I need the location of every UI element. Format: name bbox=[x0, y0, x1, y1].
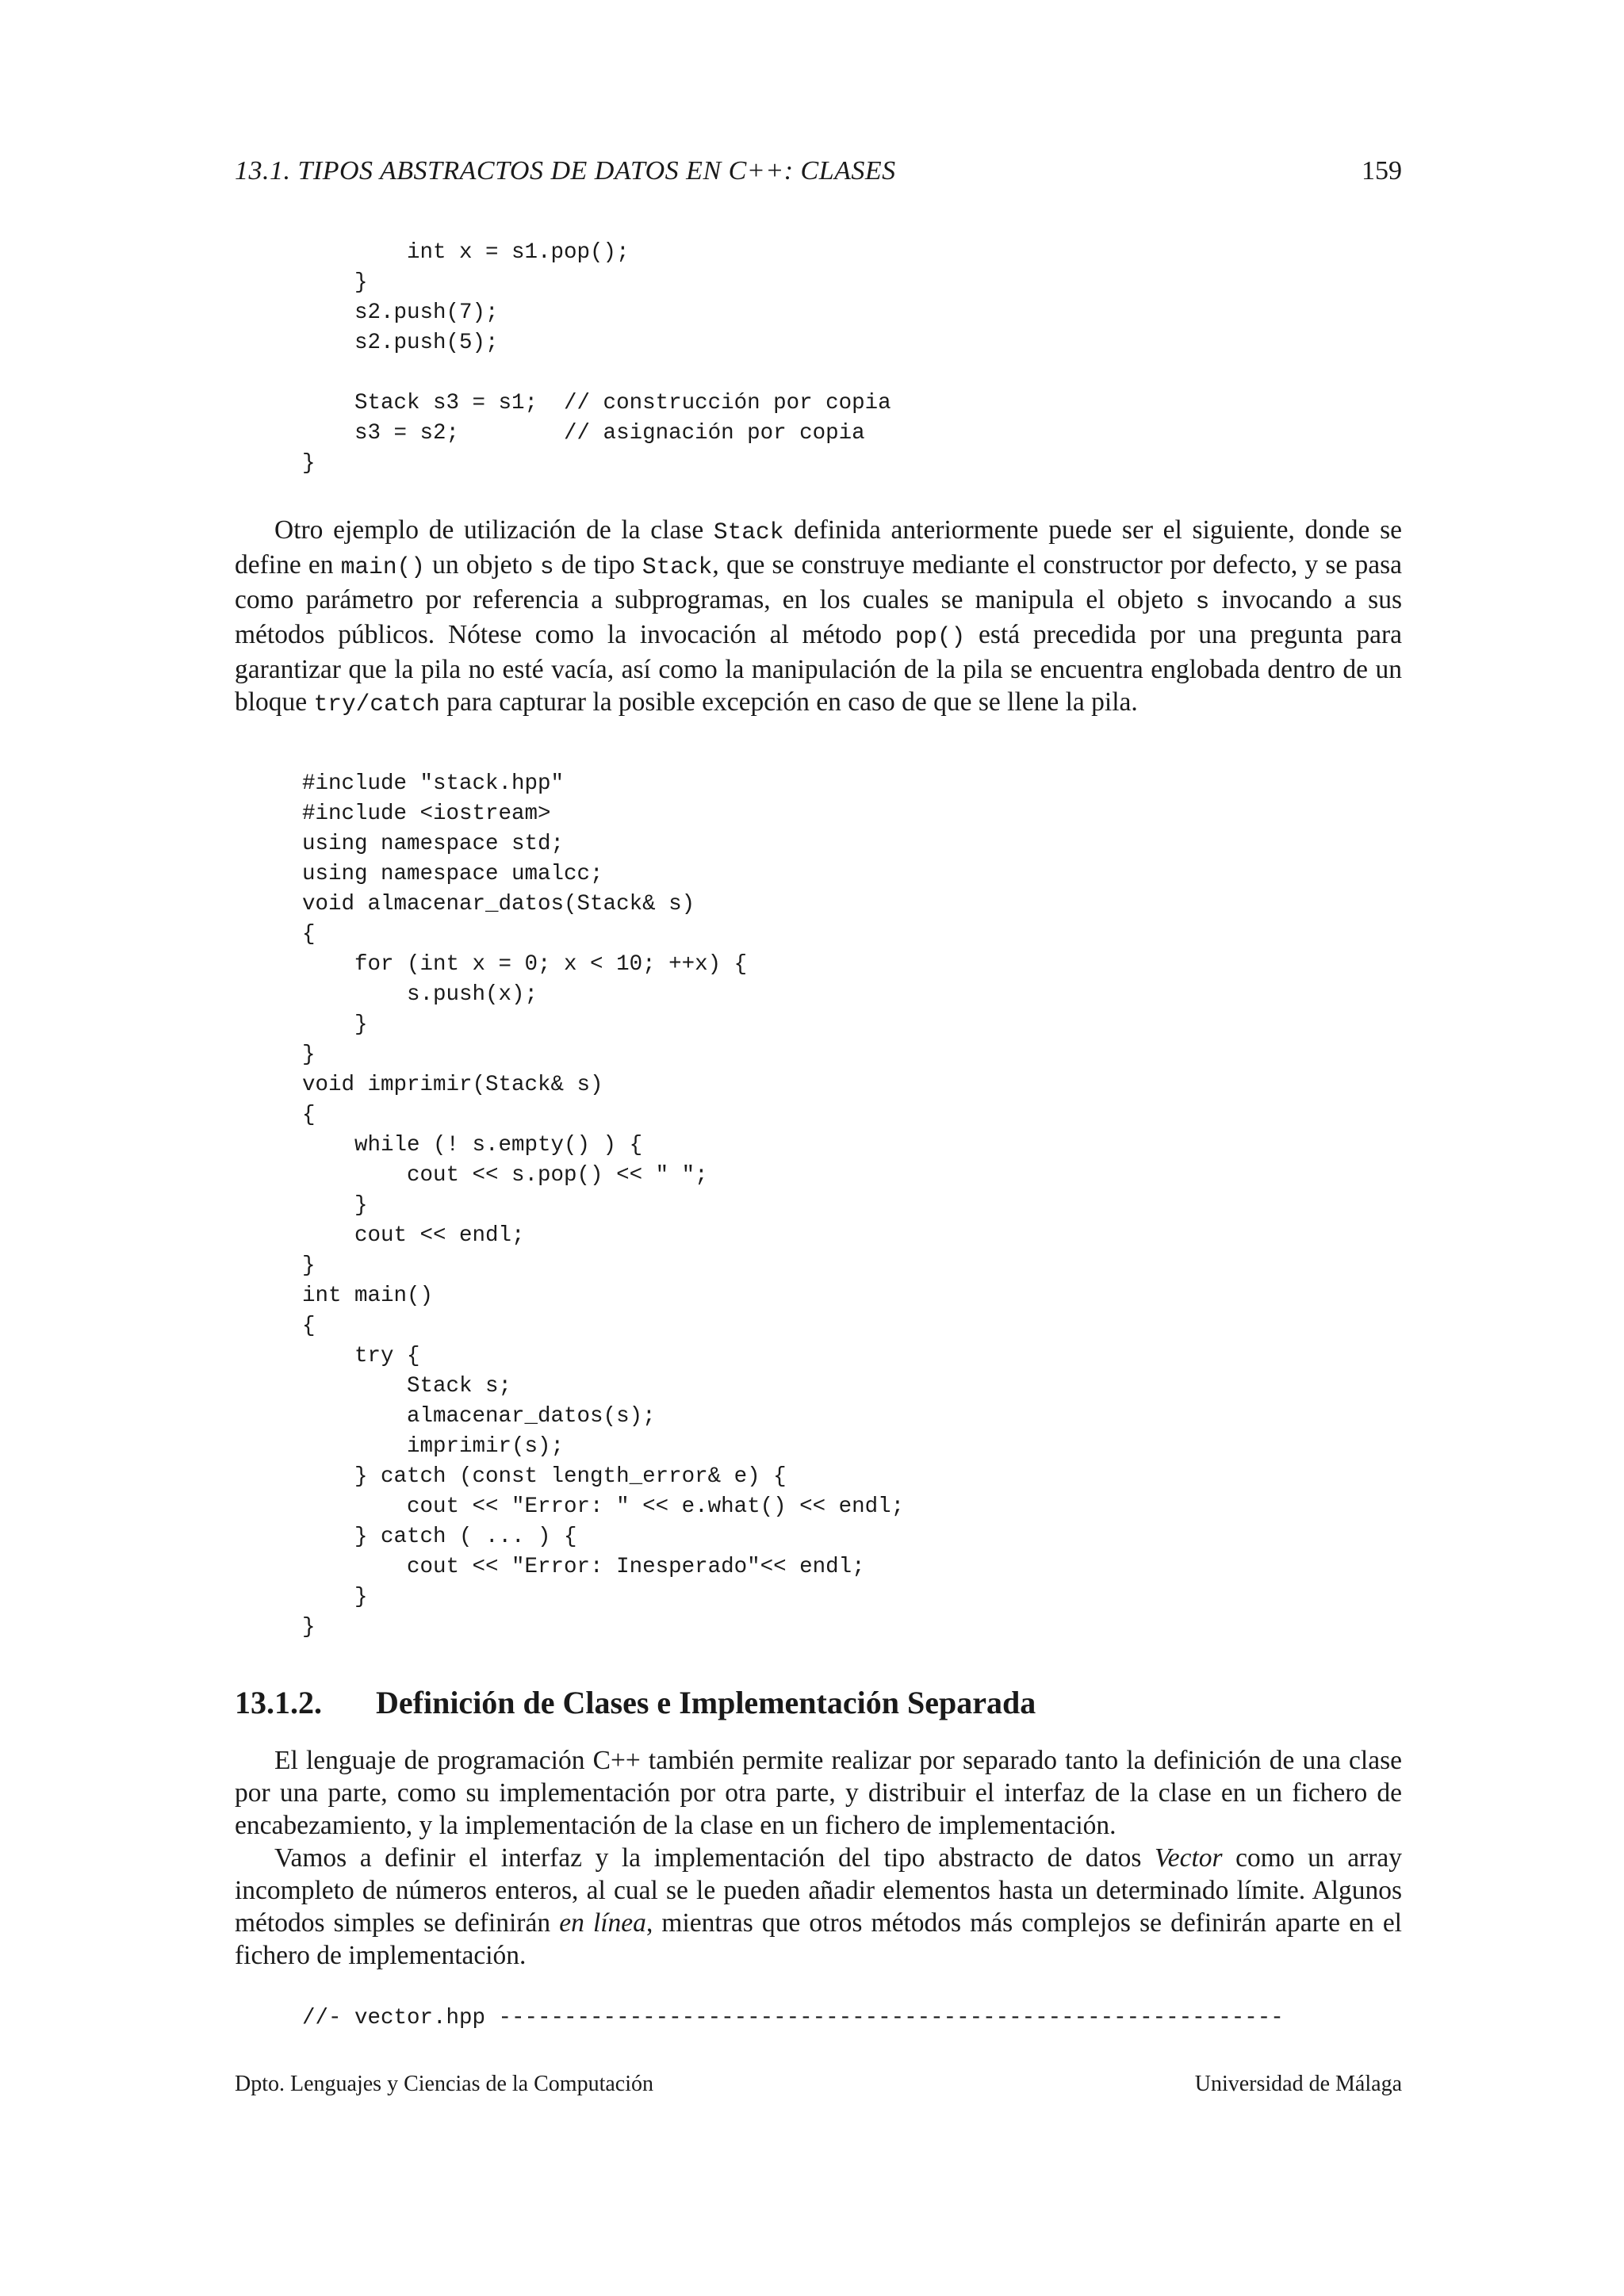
paragraph-text: para capturar la posible excepción en caso de que se llene la pila. bbox=[439, 687, 1138, 717]
paragraph-vector-intro bbox=[235, 1842, 1402, 1972]
page-number: 159 bbox=[1362, 156, 1402, 186]
paragraph-separate-definition bbox=[235, 1744, 1402, 1842]
paragraph-text: definida anteriormente puede ser el siguiente, donde se define en bbox=[235, 515, 1402, 580]
running-header bbox=[235, 156, 1402, 194]
paragraph-stack-example bbox=[235, 514, 1402, 721]
inline-code: s bbox=[1195, 588, 1210, 615]
paragraph-text: un objeto bbox=[424, 550, 540, 580]
paragraph-text: está precedida por una pregunta para garantizar que la pila no esté vacía, así como la manipulación de la pila se encuentra englobada dentro de un bloque bbox=[235, 620, 1402, 717]
paragraph-text: El lenguaje de programación C++ también permite realizar por separado tanto la definición de una clase por una parte, como su implementación por otra parte, y distribuir el interfaz de la clase en un fichero de encabezamiento, y la implementación de la clase en un fichero de implementación. bbox=[235, 1746, 1402, 1840]
header-title: 13.1. TIPOS ABSTRACTOS DE DATOS EN C++: CLASES bbox=[235, 156, 896, 186]
footer-department: Dpto. Lenguajes y Ciencias de la Computación bbox=[235, 2072, 653, 2096]
inline-code: Stack bbox=[642, 553, 713, 580]
running-footer bbox=[235, 2072, 1402, 2103]
paragraph-text: como un array incompleto de números enteros, al cual se le pueden añadir elementos hasta un determinado límite. Algunos métodos simples se definirán bbox=[235, 1843, 1402, 1938]
code-block-vector-header: //- vector.hpp ------------------------------------------------------------ bbox=[302, 2006, 1284, 2030]
footer-university: Universidad de Málaga bbox=[1194, 2072, 1402, 2096]
inline-code: try/catch bbox=[313, 691, 440, 718]
emphasis-text: en línea bbox=[559, 1908, 646, 1938]
section-heading bbox=[235, 1683, 1036, 1723]
paragraph-text: Vamos a definir el interfaz y la implementación del tipo abstracto de datos bbox=[274, 1843, 1155, 1873]
inline-code: s bbox=[539, 553, 554, 580]
inline-code: main() bbox=[340, 553, 425, 580]
section-number: 13.1.2. bbox=[235, 1685, 322, 1720]
paragraph-text: , mientras que otros métodos más complejos se definirán aparte en el fichero de implementación. bbox=[235, 1908, 1402, 1970]
emphasis-text: Vector bbox=[1155, 1843, 1223, 1873]
inline-code: pop() bbox=[894, 623, 966, 650]
paragraph-text: de tipo bbox=[553, 550, 642, 580]
code-block-stack-copy: int x = s1.pop(); } s2.push(7); s2.push(5); Stack s3 = s1; // construcción por copia s3 = s2; // asignación por copia } bbox=[302, 240, 891, 476]
paragraph-text: Otro ejemplo de utilización de la clase bbox=[274, 515, 714, 545]
inline-code: Stack bbox=[713, 519, 784, 545]
paragraph-text: invocando a sus métodos públicos. Nótese como la invocación al método bbox=[235, 585, 1402, 649]
section-title: Definición de Clases e Implementación Separada bbox=[376, 1685, 1036, 1720]
paragraph-text: , que se construye mediante el constructor por defecto, y se pasa como parámetro por referencia a subprogramas, en los cuales se manipula el objeto bbox=[235, 550, 1402, 614]
code-block-stack-usage: #include "stack.hpp" #include <iostream> using namespace std; using namespace umalcc; void almacenar_datos(Stack& s) { for (int x = 0; x < 10; ++x) { s.push(x); } } void imprimir(Stack& s) { while (! s.empty() ) { cout << s.pop() << " "; } cout << endl; } int main() { try { Stack s; almacenar_datos(s); imprimir(s); } catch (const length_error& e) { cout << "Error: " << e.what() << endl; } catch ( ... ) { cout << "Error: Inesperado"<< endl; } } bbox=[302, 771, 905, 1640]
